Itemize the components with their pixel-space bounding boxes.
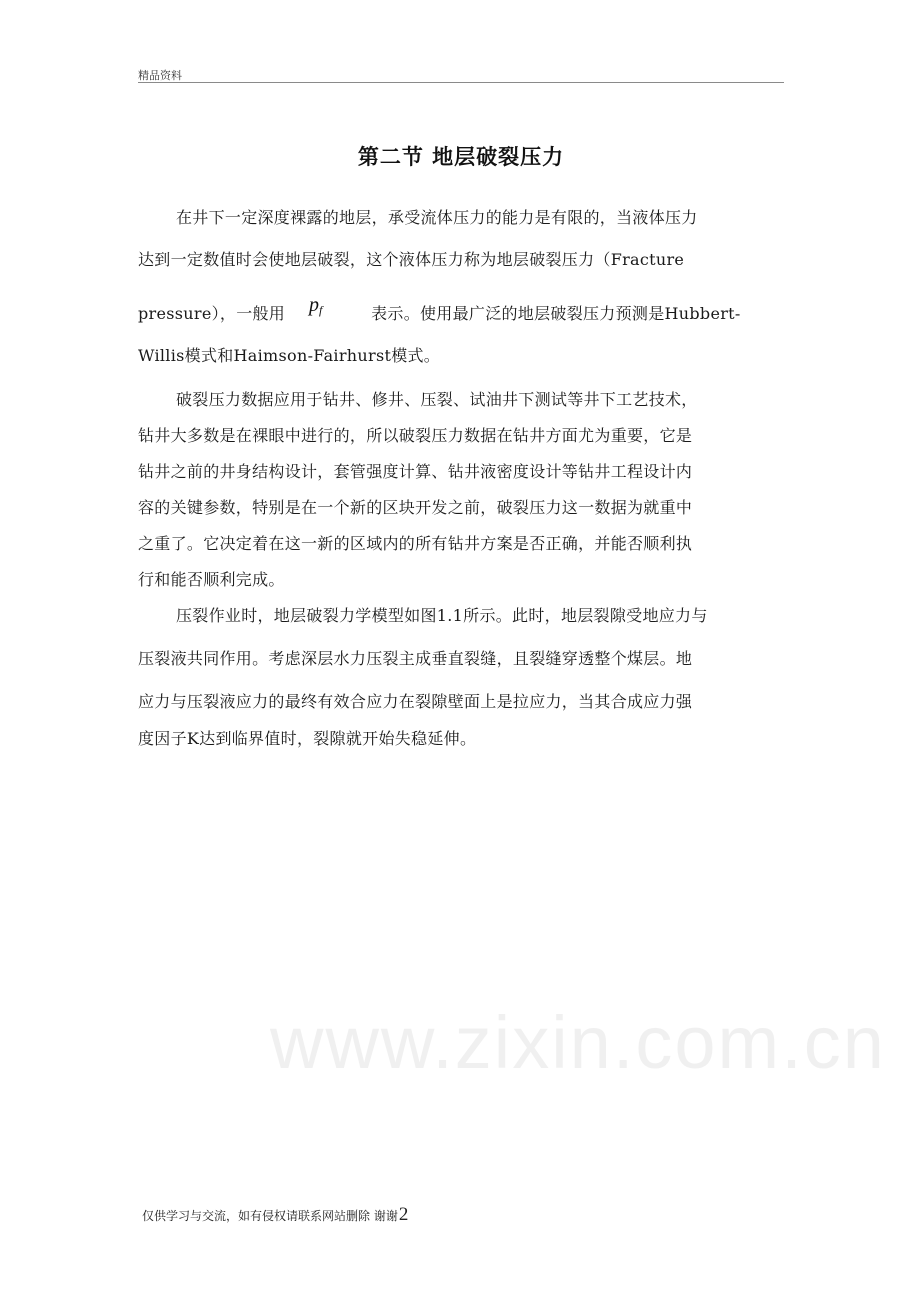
- paragraph1-line4: Willis模式和Haimson-Fairhurst模式。: [138, 346, 441, 365]
- paragraph1-line2: 达到一定数值时会使地层破裂，这个液体压力称为地层破裂压力（Fracture: [138, 250, 685, 269]
- paragraph2-line6: 行和能否顺利完成。: [138, 570, 285, 589]
- paragraph2-line3: 钻井之前的井身结构设计，套管强度计算、钻井液密度设计等钻井工程设计内: [138, 462, 693, 481]
- header-label: 精品资料: [138, 69, 182, 82]
- watermark: www.zixin.com.cn: [270, 1001, 886, 1084]
- page-header: [138, 64, 784, 83]
- page-number: 2: [398, 1204, 409, 1225]
- paragraph1-line3-post: 表示。使用最广泛的地层破裂压力预测是Hubbert-: [371, 304, 741, 323]
- paragraph1-line1: 在井下一定深度裸露的地层，承受流体压力的能力是有限的，当液体压力: [176, 208, 698, 227]
- paragraph2-line1: 破裂压力数据应用于钻井、修井、压裂、试油井下测试等井下工艺技术，: [176, 390, 698, 409]
- footer-text: 仅供学习与交流，如有侵权请联系网站删除 谢谢: [142, 1209, 398, 1223]
- paragraph1-line3: [138, 304, 786, 324]
- paragraph2-line5: 之重了。它决定着在这一新的区域内的所有钻井方案是否正确，并能否顺利执: [138, 534, 693, 553]
- paragraph2-line4: 容的关键参数，特别是在一个新的区块开发之前，破裂压力这一数据为就重中: [138, 498, 693, 517]
- paragraph3-line4: 度因子K达到临界值时，裂隙就开始失稳延伸。: [138, 729, 477, 748]
- page-footer: [142, 1204, 408, 1226]
- paragraph2-line2: 钻井大多数是在裸眼中进行的，所以破裂压力数据在钻井方面尤为重要，它是: [138, 426, 693, 445]
- fracture-pressure-symbol: $p_f$: [309, 294, 323, 317]
- paragraph1-line3-pre: pressure），一般用: [138, 304, 286, 323]
- paragraph3-line3: 应力与压裂液应力的最终有效合应力在裂隙壁面上是拉应力，当其合成应力强: [138, 692, 693, 711]
- paragraph3-line1: 压裂作业时，地层破裂力学模型如图1.1所示。此时，地层裂隙受地应力与: [176, 606, 708, 625]
- section-title: 第二节 地层破裂压力: [357, 145, 565, 169]
- paragraph3-line2: 压裂液共同作用。考虑深层水力压裂主成垂直裂缝，且裂缝穿透整个煤层。地: [138, 649, 693, 668]
